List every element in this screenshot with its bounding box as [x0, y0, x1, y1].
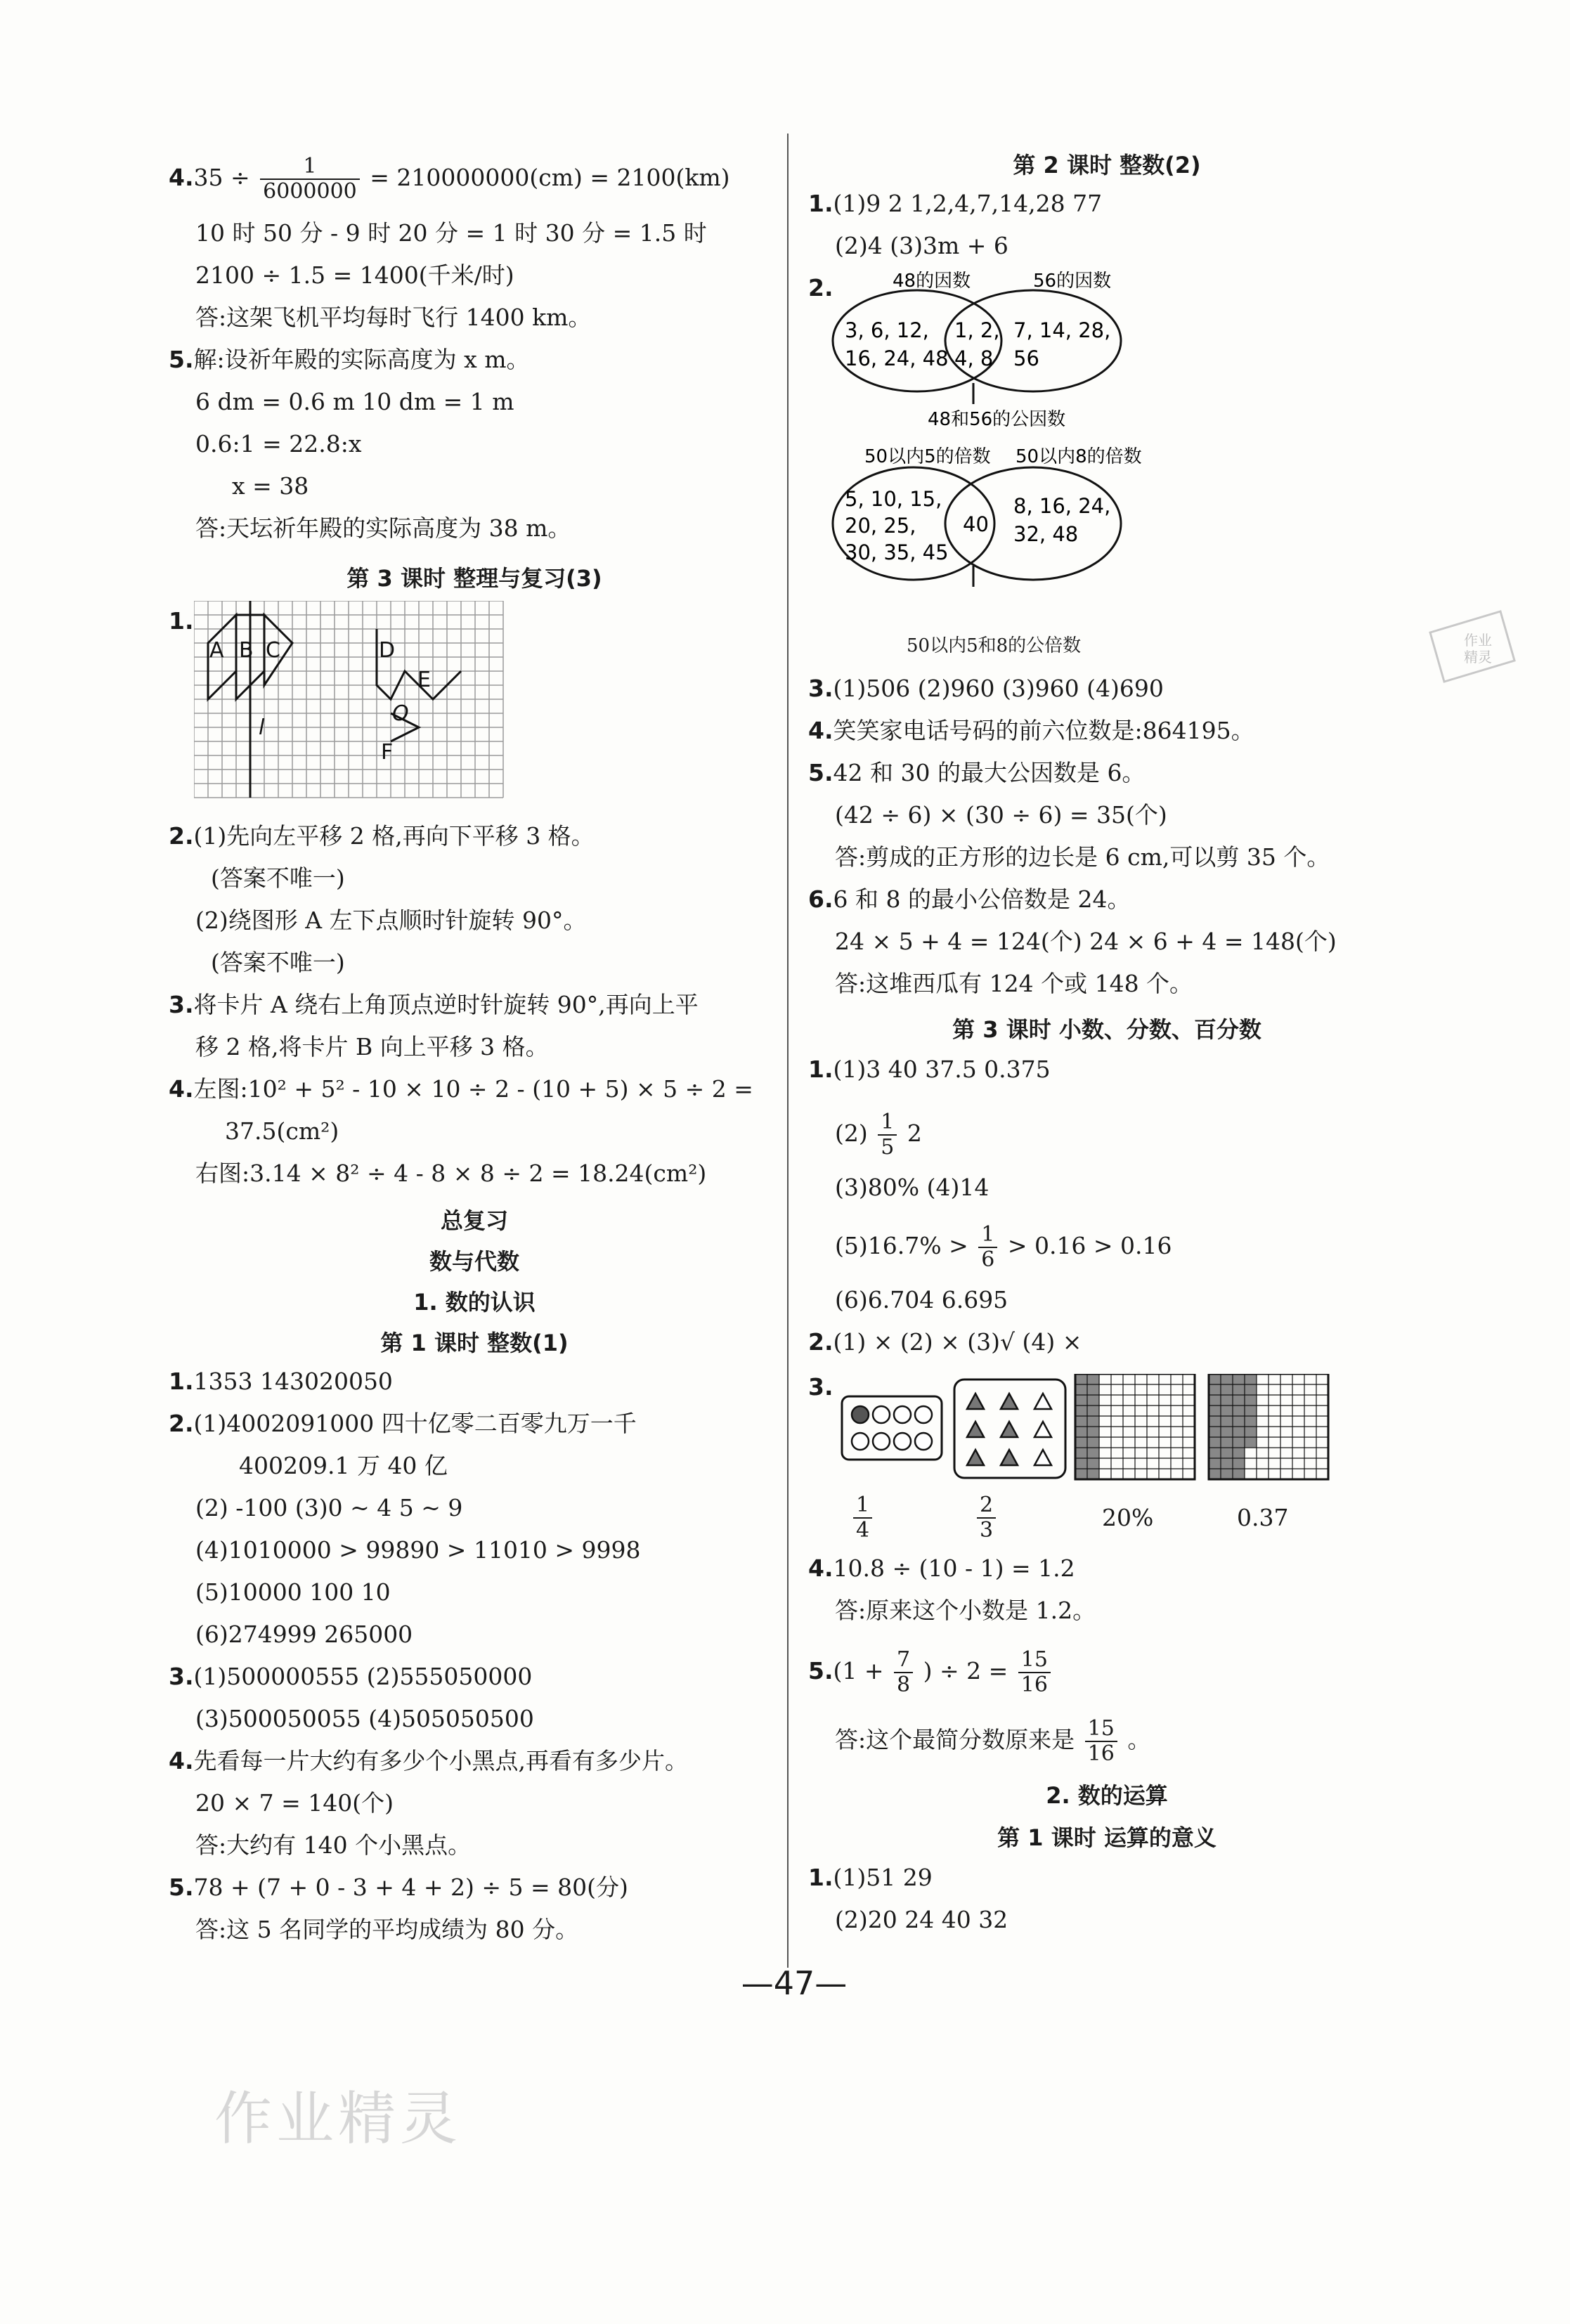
venn2-left-text: 20, 25,: [845, 514, 916, 538]
answer-line: (答案不唯一): [211, 949, 345, 976]
percent-grid-20: [1075, 1374, 1195, 1479]
answer-line: 3.: [808, 1373, 833, 1401]
answer-line: 2.(1) × (2) × (3)√ (4) ×: [808, 1328, 1082, 1356]
answer-line: 4.35 ÷ $\frac{1}{6000000}$ = 210000000(cm) = 2100(km): [169, 154, 730, 204]
grid-label-b: B: [239, 638, 254, 663]
answer-line: 3.(1)506 (2)960 (3)960 (4)690: [808, 675, 1164, 702]
fraction: $\frac{15}{16}$: [1018, 1648, 1051, 1697]
venn2-label-right: 50以内8的倍数: [1016, 446, 1142, 467]
answer-line: 答:天坛祈年殿的实际高度为 38 m。: [195, 514, 571, 542]
section-heading: 第 3 课时 整理与复习(3): [346, 565, 602, 592]
answer-line: 2.: [808, 274, 833, 301]
answer-line: 答:这个最简分数原来是 $\frac{15}{16}$ 。: [835, 1716, 1151, 1766]
section-heading: 第 1 课时 整数(1): [380, 1330, 569, 1356]
fraction: $\frac{7}{8}$: [894, 1648, 913, 1697]
stamp-text: 作业: [1464, 632, 1492, 649]
answer-line: (3)80% (4)14: [835, 1174, 990, 1201]
answer-line: 6 dm = 0.6 m 10 dm = 1 m: [195, 388, 514, 415]
venn-diagrams: [829, 267, 1251, 597]
answer-line: (4)1010000 > 99890 > 11010 > 9998: [195, 1536, 641, 1564]
answer-line: 移 2 格,将卡片 B 向上平移 3 格。: [195, 1033, 549, 1060]
answer-line: 3.(1)500000555 (2)555050000: [169, 1663, 533, 1690]
grid-label-a: A: [209, 638, 224, 663]
venn2-left-text: 5, 10, 15,: [845, 487, 942, 511]
section-heading: 第 3 课时 小数、分数、百分数: [952, 1016, 1261, 1043]
venn1-caption: 48和56的公因数: [928, 409, 1066, 430]
fraction: $\frac{1}{4}$: [853, 1493, 872, 1543]
venn1-label-right: 56的因数: [1033, 271, 1112, 292]
fraction: $\frac{1}{5}$: [878, 1110, 897, 1160]
answer-line: (3)500050055 (4)505050500: [195, 1705, 534, 1732]
watermark: 作业精灵: [214, 2086, 462, 2153]
venn1-left-text: 3, 6, 12,: [845, 318, 929, 342]
fraction: $\frac{2}{3}$: [977, 1493, 996, 1543]
model-caption: [974, 1493, 999, 1543]
fraction: $\frac{15}{16}$: [1085, 1717, 1117, 1766]
grid-label-l: l: [259, 715, 265, 740]
section-heading: 第 2 课时 整数(2): [1013, 152, 1201, 178]
answer-line: 4.先看每一片大约有多少个小黑点,再看有多少片。: [169, 1747, 688, 1774]
answer-line: 答:原来这个小数是 1.2。: [835, 1597, 1096, 1624]
grid-label-o: O: [392, 701, 409, 726]
venn2-mid-text: 40: [963, 512, 989, 536]
answer-line: 6.6 和 8 的最小公倍数是 24。: [808, 885, 1131, 913]
model-caption: [850, 1493, 875, 1543]
answer-line: 0.6:1 = 22.8:x: [195, 430, 362, 457]
venn1-label-left: 48的因数: [893, 271, 971, 292]
venn2-label-left: 50以内5的倍数: [864, 446, 991, 467]
fraction: $\frac{1}{6}$: [978, 1223, 997, 1272]
answer-line: (答案不唯一): [211, 864, 345, 892]
model-caption: 20%: [1102, 1504, 1154, 1531]
answer-line: 答:这堆西瓜有 124 个或 148 个。: [835, 970, 1193, 997]
venn1-right-text: 56: [1013, 346, 1039, 370]
percent-grid-37: [1209, 1374, 1328, 1479]
transformation-grid: [194, 601, 510, 801]
grid-label-f: F: [381, 740, 394, 765]
answer-line: 1.(1)51 29: [808, 1864, 933, 1891]
answer-line: 4.笑笑家电话号码的前六位数是:864195。: [808, 717, 1254, 744]
answer-line: (2)绕图形 A 左下点顺时针旋转 90°。: [195, 907, 587, 934]
section-heading: 数与代数: [429, 1248, 519, 1275]
venn1-right-text: 7, 14, 28,: [1013, 318, 1111, 342]
stamp-text: 精灵: [1464, 649, 1492, 666]
section-heading: 总复习: [440, 1207, 508, 1234]
answer-line: (2)20 24 40 32: [835, 1906, 1008, 1933]
answer-line: 2.(1)先向左平移 2 格,再向下平移 3 格。: [169, 822, 595, 850]
answer-line: 4.10.8 ÷ (10 - 1) = 1.2: [808, 1554, 1075, 1582]
grid-label-e: E: [417, 668, 431, 692]
grid-label-c: C: [266, 638, 280, 663]
answer-line: 24 × 5 + 4 = 124(个) 24 × 6 + 4 = 148(个): [835, 928, 1337, 955]
answer-line: 5.(1 + $\frac{7}{8}$ ) ÷ 2 = $\frac{15}{16}$: [808, 1648, 1053, 1697]
section-heading: 第 1 课时 运算的意义: [997, 1824, 1217, 1851]
fraction: $\frac{1}{6000000}$: [260, 155, 360, 204]
answer-line: 5.78 + (7 + 0 - 3 + 4 + 2) ÷ 5 = 80(分): [169, 1874, 628, 1901]
column-divider: [787, 134, 789, 1968]
answer-line: 1.(1)9 2 1,2,4,7,14,28 77: [808, 190, 1103, 217]
answer-line: 答:这架飞机平均每时飞行 1400 km。: [195, 304, 592, 331]
venn1-mid-text: 4, 8: [954, 346, 994, 370]
answer-line: 5.42 和 30 的最大公因数是 6。: [808, 759, 1146, 786]
answer-line: 1.: [169, 607, 194, 635]
answer-line: (42 ÷ 6) × (30 ÷ 6) = 35(个): [835, 801, 1167, 829]
venn2-right-text: 8, 16, 24,: [1013, 494, 1111, 518]
circle-box: [842, 1396, 942, 1460]
answer-line: 2.(1)4002091000 四十亿零二百零九万一千: [169, 1410, 637, 1437]
answer-line: (2)4 (3)3m + 6: [835, 232, 1008, 259]
answer-line: 10 时 50 分 - 9 时 20 分 = 1 时 30 分 = 1.5 时: [195, 219, 707, 247]
answer-line: 37.5(cm²): [225, 1117, 339, 1145]
venn1-mid-text: 1, 2,: [954, 318, 1000, 342]
answer-line: (2) -100 (3)0 ~ 4 5 ~ 9: [195, 1494, 463, 1521]
venn2-left-text: 30, 35, 45: [845, 540, 949, 564]
answer-line: x = 38: [232, 472, 309, 500]
answer-line: 3.将卡片 A 绕右上角顶点逆时针旋转 90°,再向上平: [169, 991, 699, 1018]
answer-line: 4.左图:10² + 5² - 10 × 10 ÷ 2 - (10 + 5) × 5 ÷ 2 =: [169, 1075, 753, 1103]
stamp-logo: [1423, 604, 1522, 689]
answer-line: 右图:3.14 × 8² ÷ 4 - 8 × 8 ÷ 2 = 18.24(cm²): [195, 1160, 707, 1187]
venn2-right-text: 32, 48: [1013, 522, 1079, 546]
answer-line: 答:剪成的正方形的边长是 6 cm,可以剪 35 个。: [835, 843, 1330, 871]
answer-line: (2) $\frac{1}{5}$ 2: [835, 1110, 922, 1160]
section-heading: 1. 数的认识: [413, 1289, 536, 1316]
venn2-caption: 50以内5和8的公倍数: [907, 635, 1082, 656]
section-heading: 2. 数的运算: [1046, 1782, 1168, 1809]
fraction-models: [836, 1374, 1342, 1493]
answer-line: 1.1353 143020050: [169, 1368, 393, 1395]
answer-line: 5.解:设祈年殿的实际高度为 x m。: [169, 346, 530, 373]
answer-line: 400209.1 万 40 亿: [239, 1452, 448, 1479]
answer-line: 20 × 7 = 140(个): [195, 1789, 394, 1817]
answer-line: (5)10000 100 10: [195, 1578, 391, 1606]
grid-label-d: D: [379, 638, 396, 663]
answer-line: 2100 ÷ 1.5 = 1400(千米/时): [195, 261, 514, 289]
answer-line: (6)6.704 6.695: [835, 1286, 1008, 1313]
answer-line: (5)16.7% > $\frac{1}{6}$ > 0.16 > 0.16: [835, 1222, 1172, 1272]
venn1-left-text: 16, 24, 48: [845, 346, 949, 370]
answer-line: 答:这 5 名同学的平均成绩为 80 分。: [195, 1916, 579, 1943]
page-number: —47—: [741, 1964, 848, 2002]
answer-line: 答:大约有 140 个小黑点。: [195, 1831, 472, 1859]
model-caption: 0.37: [1237, 1504, 1289, 1531]
answer-line: (6)274999 265000: [195, 1621, 413, 1648]
answer-line: 1.(1)3 40 37.5 0.375: [808, 1056, 1051, 1083]
